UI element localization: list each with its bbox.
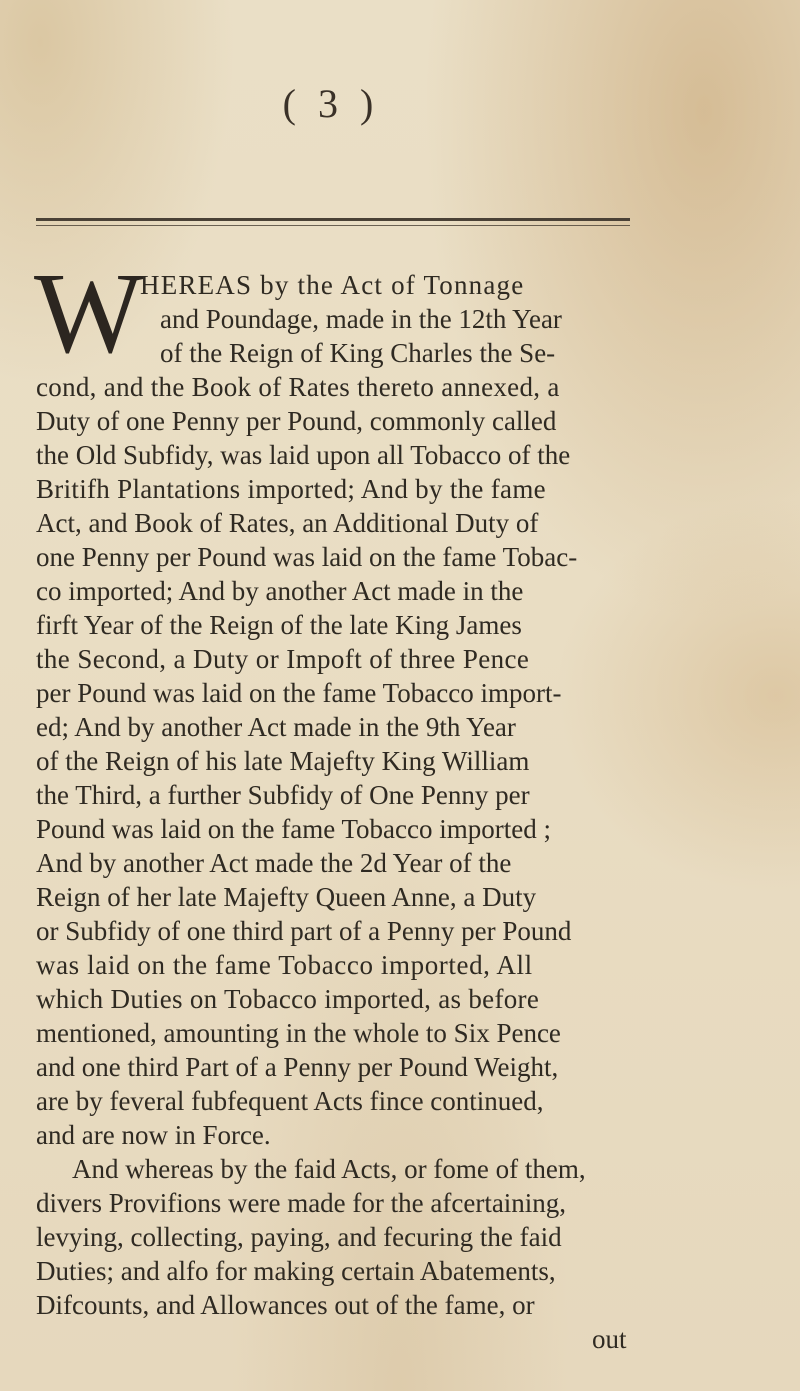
text-line: ed; And by another Act made in the 9th Year xyxy=(36,712,516,742)
text-line: and one third Part of a Penny per Pound Weight, xyxy=(36,1052,559,1082)
catchword: out xyxy=(592,1324,627,1354)
text-line: are by feveral fubfequent Acts fince continued, xyxy=(36,1086,544,1116)
text-line: the Second, a Duty or Impoft of three Pence xyxy=(36,644,530,674)
text-line: firft Year of the Reign of the late King James xyxy=(36,610,522,640)
text-line: was laid on the fame Tobacco imported, All xyxy=(36,950,533,980)
text-line: of the Reign of his late Majefty King William xyxy=(36,746,530,776)
drop-cap: W xyxy=(34,250,144,378)
text-line: and Poundage, made in the 12th Year xyxy=(160,304,562,334)
text-line: co imported; And by another Act made in the xyxy=(36,576,524,606)
text-line: Pound was laid on the fame Tobacco imported ; xyxy=(36,814,551,844)
text-line: Difcounts, and Allowances out of the fame, or xyxy=(36,1290,535,1320)
text-line: the Third, a further Subfidy of One Penny per xyxy=(36,780,530,810)
text-line: levying, collecting, paying, and fecuring the faid xyxy=(36,1222,562,1252)
text-line: Duty of one Penny per Pound, commonly called xyxy=(36,406,557,436)
text-line: cond, and the Book of Rates thereto annexed, a xyxy=(36,372,560,402)
text-line: per Pound was laid on the fame Tobacco import- xyxy=(36,678,562,708)
text-line: Duties; and alfo for making certain Abatements, xyxy=(36,1256,556,1286)
text-line: And by another Act made the 2d Year of the xyxy=(36,848,512,878)
text-line: divers Provifions were made for the afcertaining, xyxy=(36,1188,567,1218)
text-line: which Duties on Tobacco imported, as before xyxy=(36,984,540,1014)
text-line: and are now in Force. xyxy=(36,1120,271,1150)
text-line: one Penny per Pound was laid on the fame Tobac- xyxy=(36,542,578,572)
page-number: ( 3 ) xyxy=(282,81,380,126)
text-line: mentioned, amounting in the whole to Six Pence xyxy=(36,1018,561,1048)
text-line: And whereas by the faid Acts, or fome of them, xyxy=(72,1154,586,1184)
header-rule xyxy=(36,218,630,221)
text-line: of the Reign of King Charles the Se- xyxy=(160,338,556,368)
text-line: HEREAS by the Act of Tonnage xyxy=(140,270,525,300)
header-rule-thin xyxy=(36,225,630,226)
text-line: Reign of her late Majefty Queen Anne, a Duty xyxy=(36,882,537,912)
text-line: Britifh Plantations imported; And by the fame xyxy=(36,474,546,504)
text-line: Act, and Book of Rates, an Additional Duty of xyxy=(36,508,539,538)
text-line: or Subfidy of one third part of a Penny per Pound xyxy=(36,916,572,946)
text-line: the Old Subfidy, was laid upon all Tobacco of the xyxy=(36,440,571,470)
